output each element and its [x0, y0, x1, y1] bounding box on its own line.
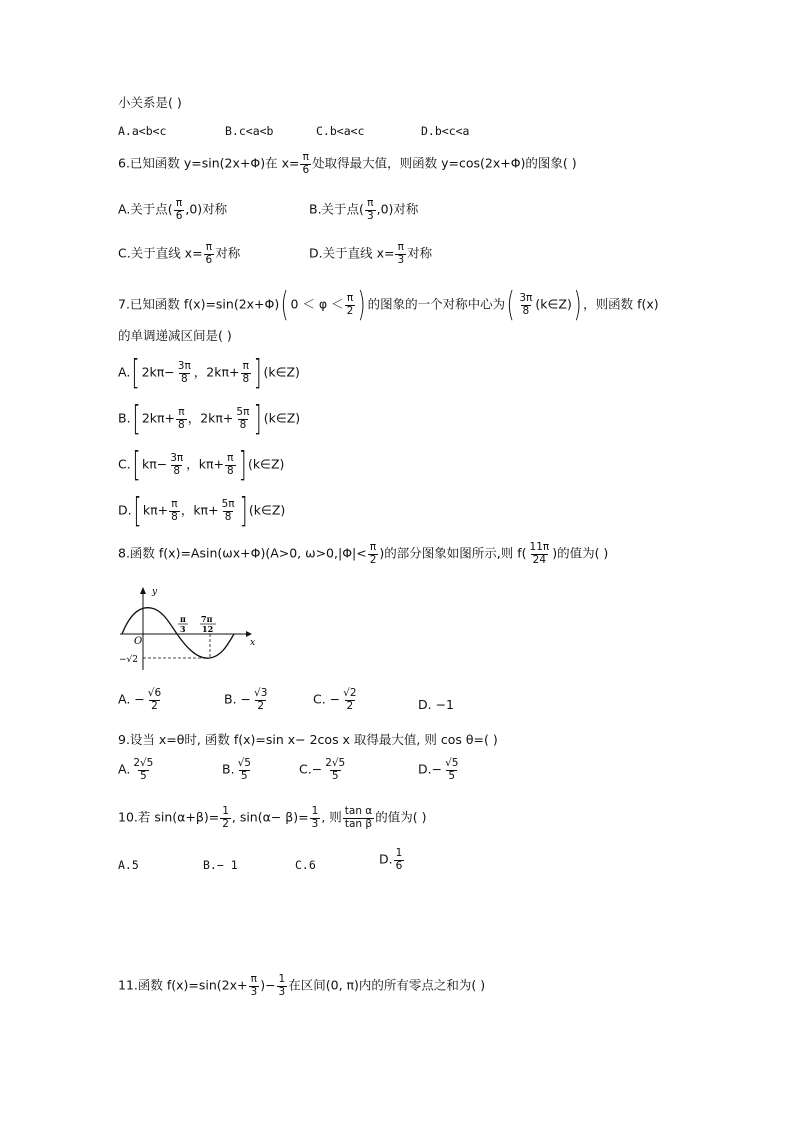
tick-pi-3-num: π: [180, 614, 186, 624]
q6-option-c: C.关于直线 x= $\frac{\pi}{6}$ 对称: [118, 241, 241, 266]
axis-y-label: y: [152, 587, 158, 597]
q7-option-d: D.[ kπ+ $\frac{\pi}{8}$ ，kπ+ $\frac{5\pi}{8}$ ] (k∈Z): [118, 491, 286, 531]
q5-option-b: B.c<a<b: [225, 124, 274, 138]
bracket-left: (: [280, 285, 289, 325]
sine-graph-figure: [118, 584, 258, 674]
q5-option-a: A.a<b<c: [118, 124, 167, 138]
q8-option-a: A. − $\frac{√6}{2}$: [118, 687, 162, 712]
tick-7pi-12-den: 12: [202, 624, 214, 634]
tick-neg-sqrt2: −√2: [119, 655, 139, 665]
q7-option-b: B.[ 2kπ+ $\frac{\pi}{8}$ ，2kπ+ $\frac{5\pi}{8}$ ] (k∈Z): [118, 399, 301, 439]
q5-stem: 小关系是( ): [118, 95, 182, 110]
q8-stem: 8.函数 f(x)=Asin(ωx+Φ)(A>0, ω>0,|Φ|< $\frac{\pi}{2}$ )的部分图象如图所示,则 f( $\frac{11\pi}{24}$ )的值为( ): [118, 541, 609, 566]
q6-option-a: A.关于点( $\frac{\pi}{6}$ ,0)对称: [118, 197, 228, 222]
bracket-right: ): [357, 285, 366, 325]
q6-stem-text-2: 处取得最大值，则函数 y=cos(2x+Φ)的图象( ): [312, 155, 577, 171]
q8-option-c: C. − $\frac{√2}{2}$: [313, 687, 357, 712]
q7-stem-2: 的单调递减区间是( ): [118, 328, 232, 343]
q10-option-c: C.6: [295, 858, 316, 872]
q9-stem: 9.设当 x=θ时, 函数 f(x)=sin x− 2cos x 取得最大值, 则 cos θ=( ): [118, 732, 498, 747]
q6-option-d: D.关于直线 x= $\frac{\pi}{3}$ 对称: [309, 241, 433, 266]
q6-option-b: B.关于点( $\frac{\pi}{3}$ ,0)对称: [309, 197, 419, 222]
q9-option-c: C.− $\frac{2√5}{5}$: [299, 757, 346, 782]
q7-option-a: A.[ 2kπ− $\frac{3\pi}{8}$ ，2kπ+ $\frac{\pi}{8}$ ] (k∈Z): [118, 353, 300, 393]
q5-option-c: C.b<a<c: [316, 124, 365, 138]
q10-option-d: D. $\frac{1}{6}$: [379, 847, 403, 872]
q6-stem-text: 6.已知函数 y=sin(2x+Φ)在 x=: [118, 155, 300, 171]
fraction: $\frac{\pi}{6}$: [302, 151, 310, 176]
q7-stem: 7.已知函数 f(x)=sin(2x+Φ)( 0 ＜ φ ＜ $\frac{\pi}{2}$ ) 的图象的一个对称中心为( $\frac{3\pi}{8}$ (k∈Z)) ，则函数 f(x): [118, 285, 659, 325]
q7-option-c: C.[ kπ− $\frac{3\pi}{8}$ ，kπ+ $\frac{\pi}{8}$ ] (k∈Z): [118, 445, 285, 485]
q10-option-b: B.− 1: [203, 858, 238, 872]
axis-x-label: x: [250, 638, 256, 648]
q10-stem: 10.若 sin(α+β)= $\frac{1}{2}$ , sin(α− β)= $\frac{1}{3}$ , 则 $\frac{\text{tan α}}{\text{tan β}}$ 的值为( ): [118, 805, 427, 830]
q5-option-d: D.b<c<a: [421, 124, 470, 138]
tick-7pi-12-num: 7π: [201, 614, 213, 624]
q9-option-d: D.− $\frac{√5}{5}$: [418, 757, 459, 782]
q11-stem: 11.函数 f(x)=sin(2x+ $\frac{\pi}{3}$ )− $\frac{1}{3}$ 在区间(0, π)内的所有零点之和为( ): [118, 973, 486, 998]
origin-label: O: [134, 636, 143, 647]
q8-option-b: B. − $\frac{√3}{2}$: [224, 687, 268, 712]
q10-option-a: A.5: [118, 858, 139, 872]
q8-option-d: D. −1: [418, 697, 454, 712]
q6-stem: [118, 152, 577, 176]
q9-option-a: A. $\frac{2√5}{5}$: [118, 757, 154, 782]
tick-pi-3-den: 3: [180, 624, 186, 634]
q9-option-b: B. $\frac{√5}{5}$: [222, 757, 251, 782]
